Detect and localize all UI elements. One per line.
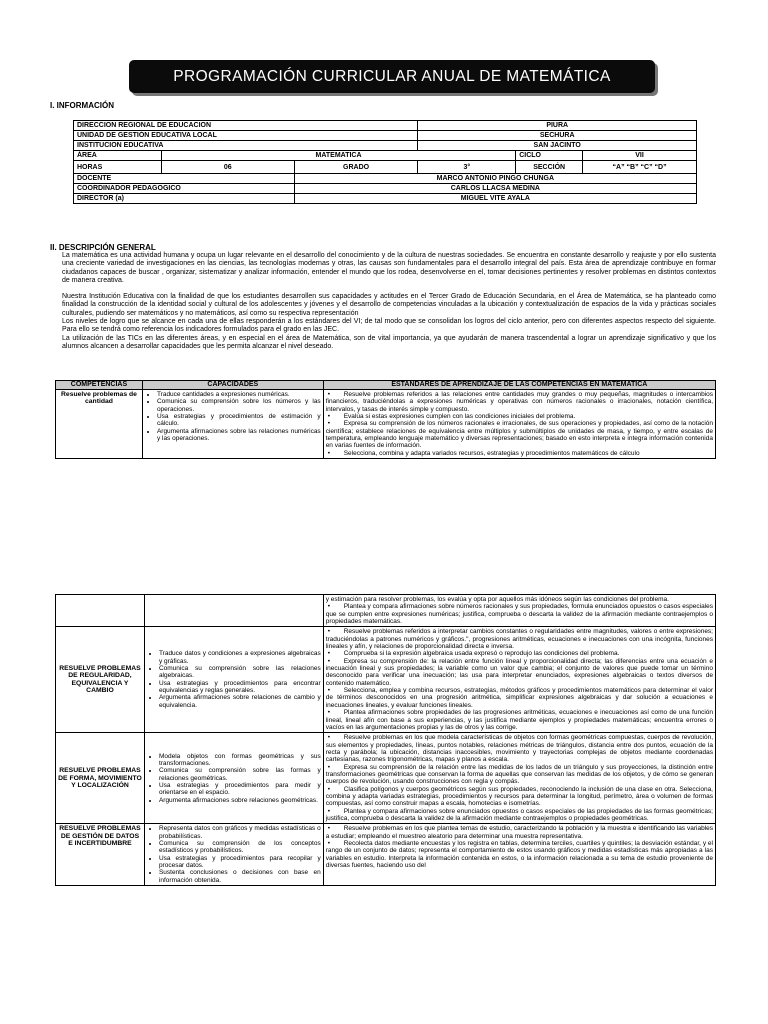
- estandar-item: • Expresa su comprensión de los números racionales e irracionales, de sus operaciones y propiedades, así como de la notación científica; establece relaciones de equivalencia entre múltiplos y submúltiplos de unidades de masa, y tiempo, y entre escalas de temperatura, empleando lenguaje matemático y diversas representaciones; basado en esto interpreta e integra información contenida en varias fuentes de información.: [326, 420, 713, 449]
- info-label: HORAS: [74, 161, 162, 174]
- capacidades-list: [147, 753, 321, 804]
- estandares-cell: [323, 824, 715, 886]
- table-header-row: [56, 381, 716, 390]
- estandar-item: • Plantea afirmaciones sobre propiedades de las progresiones aritméticas, ecuaciones e inecuaciones así como de una función lineal, lineal afín con base a sus experiencias, y las justifica mediante ejemplos y propiedades matemáticas; encuentra errores o vacíos en las argumentaciones propias y las de otros y las corrige.: [326, 709, 713, 731]
- capacidad-item: • Usa estrategias y procedimientos de estimación y cálculo.: [157, 413, 321, 428]
- estandar-item: • Resuelve problemas referidos a interpretar cambios constantes o regularidades entre magnitudes, valores o entre expresiones; traduciéndolas a patrones numéricos y gráficos.", progresiones aritméticas, ecuaciones e inecuaciones con una incógnita, funciones lineales y afín, y relaciones de proporcionalidad directa e inversa.: [326, 628, 713, 650]
- section-heading-informacion: I. INFORMACIÓN: [50, 101, 114, 110]
- estandar-item: • Clasifica polígonos y cuerpos geométricos según sus propiedades, reconociendo la inclusión de una clase en otra. Selecciona, combina y adapta variadas estrategias, procedimientos y recursos para determinar la longitud, perímetro, área o volumen de formas compuestas, así como construir mapas a escala, homotecias e isometrías.: [326, 786, 713, 808]
- table-row-cantidad-continued: [56, 595, 716, 627]
- info-value: VII: [583, 151, 697, 161]
- estandares-cell: [323, 390, 715, 459]
- competencias-table: [55, 380, 716, 459]
- estandar-item: • Resuelve problemas en los que plantea temas de estudio, caracterizando la población y la muestra e identificando las variables a estudiar; empleando el muestreo aleatorio para determinar una muestra representativa.: [326, 825, 713, 840]
- competencia-cell: RESUELVE PROBLEMAS DE REGULARIDAD, EQUIVALENCIA Y CAMBIO: [56, 627, 145, 733]
- capacidad-item: • Comunica su comprensión sobre los números y las operaciones.: [157, 398, 321, 413]
- info-value: 3°: [418, 161, 516, 174]
- document-title: PROGRAMACIÓN CURRICULAR ANUAL DE MATEMÁTICA: [129, 60, 655, 93]
- info-value: MIGUEL VITE AYALA: [294, 194, 696, 204]
- info-row-area: [74, 151, 697, 161]
- info-row-dre: [74, 121, 697, 131]
- estandar-item: • Selecciona, emplea y combina recursos, estrategias, métodos gráficos y procedimientos matemáticos para determinar el valor de términos desconocidos en una progresión aritmética, simplificar expresiones algebraicas y dar solución a ecuaciones e inecuaciones lineales, y evaluar funciones lineales.: [326, 687, 713, 709]
- table-row-cantidad: [56, 390, 716, 459]
- info-value: CARLOS LLACSA MEDINA: [294, 184, 696, 194]
- table-row-forma: [56, 733, 716, 824]
- capacidades-cell: [144, 824, 323, 886]
- info-label: GRADO: [294, 161, 418, 174]
- description-block: [62, 252, 716, 351]
- info-value: MATEMATICA: [161, 151, 515, 161]
- info-label: DIRECCION REGIONAL DE EDUCACION: [74, 121, 418, 131]
- competencia-cell: RESUELVE PROBLEMAS DE GESTIÓN DE DATOS E INCERTIDUMBRE: [56, 824, 145, 886]
- description-paragraph: Nuestra Institución Educativa con la finalidad de que los estudiantes desarrollen sus capacidades y actitudes en el Tercer Grado de Educación Secundaria, en el Área de Matemática, se ha planteado como finalidad la construcción de la identidad social y cultural de los adolescentes y jóvenes y el desarrollo de competencias vinculadas a la ubicación y contextualización de espacios de la vida y prácticas sociales culturales, pudiendo ser matemáticos y no matemáticos, así como su respectiva representación: [62, 293, 716, 317]
- capacidad-item: • Sustenta conclusiones o decisiones con base en información obtenida.: [159, 869, 321, 884]
- estandar-item: • Selecciona, combina y adapta variados recursos, estrategias y procedimientos matemáticos de cálculo: [326, 450, 713, 457]
- capacidad-item: • Traduce cantidades a expresiones numéricas.: [157, 391, 321, 398]
- capacidades-list: [147, 650, 321, 709]
- estandar-item: • Recolecta datos mediante encuestas y los registra en tablas, determina terciles, cuartiles y quintiles; la desviación estándar, y el rango de un conjunto de datos; representa el comportamiento de estos usando gráficos y medidas estadísticas más apropiadas a las variables en estudio. Interpreta la información contenida en estos, o la información relacionada a su tema de estudio proveniente de diversas fuentes, haciendo uso del: [326, 840, 713, 869]
- info-value: 06: [161, 161, 294, 174]
- competencia-cell: Resuelve problemas de cantidad: [56, 390, 143, 459]
- info-row-ie: [74, 141, 697, 151]
- info-value: “A” “B” “C” “D”: [583, 161, 697, 174]
- info-row-director: [74, 194, 697, 204]
- info-label: DOCENTE: [74, 174, 295, 184]
- estandar-item: y estimación para resolver problemas, los evalúa y opta por aquellos más idóneos según las condiciones del problema.: [325, 596, 669, 603]
- info-value: MARCO ANTONIO PINGO CHUNGA: [294, 174, 696, 184]
- estandar-item: • Comprueba si la expresión algebraica usada expresó o reprodujo las condiciones del problema.: [326, 650, 713, 657]
- info-row-docente: [74, 174, 697, 184]
- info-label: INSTITUCION EDUCATIVA: [74, 141, 418, 151]
- description-paragraph: La matemática es una actividad humana y ocupa un lugar relevante en el desarrollo del conocimiento y de la cultura de nuestras sociedades. Se encuentra en constante desarrollo y reajuste y por ello sustenta una creciente variedad de investigaciones en las ciencias, las tecnologías modernas y otras, las causas son fundamentales para el desarrollo integral del país. Esta área de aprendizaje contribuye en formar ciudadanos capaces de buscar , organizar, sistematizar y analizar información, entender el mundo que los rodea, desenvolverse en el, tomar decisiones pertinentes y resolver problemas en distintos contextos de manera creativa.: [62, 252, 716, 284]
- estandar-item: • Expresa su comprensión de la relación entre las medidas de los lados de un triángulo y sus proyecciones, la distinción entre transformaciones geométricas que conservan la forma de aquellas que conservan las medidas de los objetos, y de cómo se generan cuerpos de revolución, usando construcciones con regla y compás.: [326, 764, 713, 786]
- header-estandares: ESTANDARES DE APRENDIZAJE DE LAS COMPETENCIAS EN MATEMATICA: [323, 381, 715, 390]
- info-value: PIURA: [418, 121, 697, 131]
- capacidades-cell: [142, 390, 323, 459]
- header-competencias: COMPETENCIAS: [56, 381, 143, 390]
- info-row-ugel: [74, 131, 697, 141]
- info-label: ÁREA: [74, 151, 162, 161]
- header-capacidades: CAPACIDADES: [142, 381, 323, 390]
- capacidad-item: • Comunica su comprensión sobre las relaciones algebraicas.: [159, 665, 321, 680]
- estandar-item: • Resuelve problemas referidos a las relaciones entre cantidades muy grandes o muy pequeñas, magnitudes o intercambios financieros, traduciéndolas a expresiones numéricas y operativas con números racionales o irracionales, notación científica, intervalos, y tasas de interés simple y compuesto.: [326, 391, 713, 413]
- capacidad-item: • Argumenta afirmaciones sobre relaciones geométricas.: [159, 797, 321, 804]
- table-row-datos: [56, 824, 716, 886]
- estandares-cell: [323, 595, 715, 627]
- capacidades-list: [147, 825, 321, 884]
- capacidad-item: • Comunica su comprensión sobre las formas y relaciones geométricas.: [159, 767, 321, 782]
- capacidades-list: [145, 391, 321, 442]
- info-row-horas: [74, 161, 697, 174]
- info-label: CICLO: [516, 151, 583, 161]
- table-row-regularidad: [56, 627, 716, 733]
- capacidades-cell: [144, 627, 323, 733]
- info-label: COORDINADOR PEDAGOGICO: [74, 184, 295, 194]
- info-table: [73, 120, 697, 204]
- estandar-item: • Evalúa si estas expresiones cumplen con las condiciones iniciales del problema.: [326, 413, 713, 420]
- competencias-table-continued: [55, 594, 716, 886]
- capacidad-item: • Modela objetos con formas geométricas y sus transformaciones.: [159, 753, 321, 768]
- info-label: UNIDAD DE GESTIÓN EDUCATIVA LOCAL: [74, 131, 418, 141]
- capacidad-item: • Argumenta afirmaciones sobre las relaciones numéricas y las operaciones.: [157, 428, 321, 443]
- estandares-cell: [323, 627, 715, 733]
- capacidad-item: • Traduce datos y condiciones a expresiones algebraicas y gráficas.: [159, 650, 321, 665]
- capacidad-item: • Usa estrategias y procedimientos para encontrar equivalencias y reglas generales.: [159, 680, 321, 695]
- capacidades-cell: [144, 733, 323, 824]
- capacidad-item: • Comunica su comprensión de los conceptos estadísticos y probabilísticos.: [159, 840, 321, 855]
- section-heading-descripcion: II. DESCRIPCIÓN GENERAL: [50, 243, 156, 252]
- estandar-item: • Plantea y compara afirmaciones sobre números racionales y sus propiedades, formula enunciados opuestos o casos especiales que se cumplen entre expresiones numéricas; justifica, comprueba o descarta la validez de la afirmación mediante contraejemplos o propiedades matemáticas.: [326, 603, 713, 625]
- capacidad-item: • Representa datos con gráficos y medidas estadísticas o probabilísticas.: [159, 825, 321, 840]
- capacidades-cell: [144, 595, 323, 627]
- info-row-coordinador: [74, 184, 697, 194]
- description-paragraph: Los niveles de logro que se alcance en cada una de ellas responderán a los estándares del VI; de tal modo que se consolidan los logros del ciclo anterior, pero con diferentes aspectos respecto del siguiente. Para ello se tendrá como referencia los indicadores formulados para el grado en las JEC.: [62, 318, 716, 334]
- info-label: DIRECTOR (a): [74, 194, 295, 204]
- estandar-item: • Resuelve problemas en los que modela características de objetos con formas geométricas compuestas, cuerpos de revolución, sus elementos y propiedades, líneas, puntos notables, relaciones métricas de triángulos, distancia entre dos puntos, ecuación de la recta y parábola; la ubicación, distancias inaccesibles, movimiento y trayectorias complejas de objetos mediante coordenadas cartesianas, razones trigonométricas, mapas y planos a escala.: [326, 734, 713, 763]
- competencia-cell: [56, 595, 145, 627]
- info-value: SAN JACINTO: [418, 141, 697, 151]
- competencia-cell: RESUELVE PROBLEMAS DE FORMA, MOVIMIENTO Y LOCALIZACIÓN: [56, 733, 145, 824]
- capacidad-item: • Argumenta afirmaciones sobre relaciones de cambio y equivalencia.: [159, 694, 321, 709]
- description-paragraph: La utilización de las TICs en las diferentes áreas, y en especial en el área de Matemática, son de vital importancia, ya que ayudarán de manera trascendental a lograr un aprendizaje significativo y que los alumnos alcancen a desarrollar capacidades que les permita alcanzar el nivel deseado.: [62, 334, 716, 350]
- estandares-cell: [323, 733, 715, 824]
- estandar-item: • Plantea y compara afirmaciones sobre enunciados opuestos o casos especiales de las propiedades de las formas geométricas; justifica, comprueba o descarta la validez de la afirmación mediante contraejemplos o propiedades geométricas.: [326, 808, 713, 823]
- estandar-item: • Expresa su comprensión de: la relación entre función lineal y proporcionalidad directa; las diferencias entre una ecuación e inecuación lineal y sus propiedades; la variable como un valor que cambia; el conjunto de valores que puede tomar un término desconocido para verificar una inecuación; las usa para interpretar enunciados, expresiones algebraicas o textos diversos de contenido matemático.: [326, 658, 713, 687]
- info-label: SECCIÓN: [516, 161, 583, 174]
- capacidad-item: • Usa estrategias y procedimientos para recopilar y procesar datos.: [159, 855, 321, 870]
- info-value: SECHURA: [418, 131, 697, 141]
- capacidad-item: • Usa estrategias y procedimientos para medir y orientarse en el espacio.: [159, 782, 321, 797]
